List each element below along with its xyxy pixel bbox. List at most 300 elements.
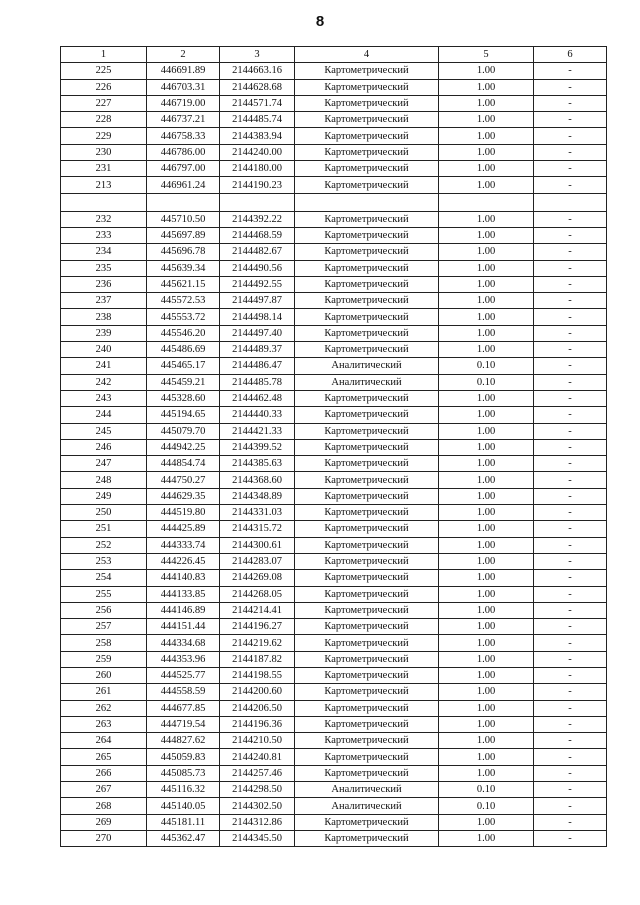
table-cell: 2144190.23 [220,177,295,193]
table-cell: 445194.65 [147,407,220,423]
table-cell: Картометрический [295,63,439,79]
table-cell: - [534,667,607,683]
table-cell: Картометрический [295,700,439,716]
table-cell: Картометрический [295,570,439,586]
table-cell: 254 [61,570,147,586]
table-cell: 239 [61,325,147,341]
table-cell: - [534,309,607,325]
table-cell: 1.00 [439,472,534,488]
table-cell: 2144468.59 [220,227,295,243]
table-row [61,439,607,455]
table-row [61,260,607,276]
table-row [61,144,607,160]
table-cell: 444629.35 [147,488,220,504]
table-cell: Аналитический [295,798,439,814]
table-cell: 2144482.67 [220,244,295,260]
table-cell: - [534,227,607,243]
table-cell: 0.10 [439,782,534,798]
table-cell: Картометрический [295,309,439,325]
table-cell: 445140.05 [147,798,220,814]
table-cell: Картометрический [295,733,439,749]
table-cell: 444525.77 [147,667,220,683]
table-cell: 1.00 [439,227,534,243]
table-cell: - [534,260,607,276]
table-cell: 252 [61,537,147,553]
table-cell: 1.00 [439,619,534,635]
table-cell: 2144298.50 [220,782,295,798]
table-cell: 246 [61,439,147,455]
table-cell: 242 [61,374,147,390]
table-cell: Картометрический [295,619,439,635]
table-cell: - [534,570,607,586]
table-cell: 1.00 [439,488,534,504]
table-cell: Картометрический [295,716,439,732]
table-cell: 1.00 [439,79,534,95]
table-cell: 445465.17 [147,358,220,374]
table-cell: 2144490.56 [220,260,295,276]
table-cell: 444942.25 [147,439,220,455]
table-row [61,586,607,602]
table-row [61,342,607,358]
table-cell: Картометрический [295,144,439,160]
table-row [61,619,607,635]
table-row [61,814,607,830]
table-cell: 265 [61,749,147,765]
table-cell: 1.00 [439,112,534,128]
table-row [61,667,607,683]
table-cell: 445546.20 [147,325,220,341]
table-cell: 444146.89 [147,602,220,618]
table-cell: - [534,798,607,814]
table-cell: 445696.78 [147,244,220,260]
table-cell: 444425.89 [147,521,220,537]
table-cell: - [534,407,607,423]
table-cell: Картометрический [295,112,439,128]
table-cell: Картометрический [295,276,439,292]
table-cell: Картометрический [295,586,439,602]
table-cell: Картометрический [295,749,439,765]
table-cell: 1.00 [439,651,534,667]
table-cell: Картометрический [295,325,439,341]
table-cell: 445486.69 [147,342,220,358]
table-cell: - [534,128,607,144]
table-row [61,570,607,586]
table-row [61,537,607,553]
table-cell: 2144399.52 [220,439,295,455]
table-cell: 1.00 [439,570,534,586]
table-cell: 1.00 [439,276,534,292]
table-cell: - [534,439,607,455]
table-cell: 234 [61,244,147,260]
table-cell: 2144497.87 [220,293,295,309]
table-cell: 2144497.40 [220,325,295,341]
table-cell: 1.00 [439,309,534,325]
column-header: 1 [61,47,147,63]
table-cell: 446691.89 [147,63,220,79]
table-cell: - [534,765,607,781]
table-cell: Картометрический [295,830,439,846]
table-cell: 2144385.63 [220,456,295,472]
table-cell: 2144663.16 [220,63,295,79]
table-cell: 228 [61,112,147,128]
table-cell: 1.00 [439,635,534,651]
table-cell: - [534,374,607,390]
table-cell: 1.00 [439,63,534,79]
table-row [61,733,607,749]
table-cell: 444353.96 [147,651,220,667]
table-cell: Картометрический [295,260,439,276]
table-cell: 445697.89 [147,227,220,243]
table-cell: 444750.27 [147,472,220,488]
table-cell: 256 [61,602,147,618]
table-cell: 0.10 [439,374,534,390]
table-cell: 2144283.07 [220,553,295,569]
empty-cell [147,193,220,211]
table-cell: 445328.60 [147,390,220,406]
table-row [61,407,607,423]
column-header: 2 [147,47,220,63]
table-cell: 446786.00 [147,144,220,160]
table-cell: - [534,586,607,602]
table-cell: 2144315.72 [220,521,295,537]
table-cell: 249 [61,488,147,504]
table-cell: 229 [61,128,147,144]
table-row [61,782,607,798]
table-cell: 444151.44 [147,619,220,635]
table-cell: 444333.74 [147,537,220,553]
table-cell: 445116.32 [147,782,220,798]
table-cell: 1.00 [439,700,534,716]
page-number: 8 [315,13,325,30]
table-cell: 2144240.81 [220,749,295,765]
table-cell: 2144219.62 [220,635,295,651]
table-cell: 227 [61,95,147,111]
table-cell: - [534,602,607,618]
table-row [61,651,607,667]
table-cell: - [534,456,607,472]
table-cell: - [534,749,607,765]
table-cell: 263 [61,716,147,732]
table-cell: 444133.85 [147,586,220,602]
table-cell: - [534,505,607,521]
table-cell: 236 [61,276,147,292]
table-cell: - [534,63,607,79]
table-cell: Картометрический [295,211,439,227]
table-row [61,749,607,765]
table-cell: Картометрический [295,635,439,651]
table-cell: - [534,423,607,439]
table-cell: 233 [61,227,147,243]
table-cell: Картометрический [295,537,439,553]
table-cell: 1.00 [439,325,534,341]
table-row [61,374,607,390]
table-cell: - [534,830,607,846]
table-cell: 262 [61,700,147,716]
table-cell: 1.00 [439,390,534,406]
table-cell: 2144302.50 [220,798,295,814]
table-row [61,716,607,732]
table-cell: 243 [61,390,147,406]
table-cell: 1.00 [439,765,534,781]
table-cell: Картометрический [295,95,439,111]
table-cell: 2144485.78 [220,374,295,390]
table-cell: - [534,619,607,635]
table-cell: 1.00 [439,144,534,160]
table-cell: - [534,733,607,749]
table-cell: 2144383.94 [220,128,295,144]
table-row [61,521,607,537]
table-cell: 258 [61,635,147,651]
table-row [61,112,607,128]
table-row [61,798,607,814]
table-cell: 1.00 [439,407,534,423]
table-header-row [61,47,607,63]
table-cell: 2144331.03 [220,505,295,521]
table-cell: Картометрический [295,342,439,358]
table-cell: Картометрический [295,765,439,781]
table-row [61,276,607,292]
table-cell: - [534,390,607,406]
table-row [61,325,607,341]
table-cell: Картометрический [295,488,439,504]
table-cell: 444519.80 [147,505,220,521]
table-cell: 1.00 [439,161,534,177]
table-cell: - [534,537,607,553]
table-cell: - [534,472,607,488]
table-row [61,553,607,569]
table-cell: 445639.34 [147,260,220,276]
table-cell: 1.00 [439,749,534,765]
table-cell: 2144198.55 [220,667,295,683]
table-cell: - [534,684,607,700]
table-cell: 1.00 [439,716,534,732]
table-cell: 1.00 [439,521,534,537]
table-row [61,700,607,716]
table-cell: 0.10 [439,798,534,814]
table-cell: 253 [61,553,147,569]
table-cell: 446961.24 [147,177,220,193]
table-cell: 445621.15 [147,276,220,292]
table-cell: - [534,782,607,798]
table-row [61,684,607,700]
table-cell: 1.00 [439,260,534,276]
table-cell: - [534,79,607,95]
table-cell: - [534,112,607,128]
table-cell: 247 [61,456,147,472]
table-cell: 2144312.86 [220,814,295,830]
table-cell: 2144348.89 [220,488,295,504]
table-cell: Картометрический [295,177,439,193]
table-row [61,830,607,846]
table-cell: 2144268.05 [220,586,295,602]
table-cell: Аналитический [295,374,439,390]
empty-cell [295,193,439,211]
table-cell: 0.10 [439,358,534,374]
table-cell: - [534,276,607,292]
table-cell: 2144180.00 [220,161,295,177]
table-row [61,505,607,521]
table-cell: 264 [61,733,147,749]
table-cell: - [534,177,607,193]
table-cell: 2144196.27 [220,619,295,635]
table-cell: - [534,521,607,537]
table-cell: 2144628.68 [220,79,295,95]
table-body [61,63,607,847]
table-cell: - [534,635,607,651]
table-cell: Картометрический [295,293,439,309]
table-cell: 1.00 [439,293,534,309]
table-cell: 1.00 [439,553,534,569]
table-cell: 445079.70 [147,423,220,439]
table-cell: 446758.33 [147,128,220,144]
table-row [61,244,607,260]
table-cell: 2144571.74 [220,95,295,111]
table-cell: 446719.00 [147,95,220,111]
table-cell: 2144440.33 [220,407,295,423]
table-cell: Картометрический [295,227,439,243]
table-cell: 240 [61,342,147,358]
table-cell: 244 [61,407,147,423]
table-row [61,488,607,504]
table-cell: 2144392.22 [220,211,295,227]
section-separator-row [61,193,607,211]
table-cell: Картометрический [295,553,439,569]
table-cell: Картометрический [295,407,439,423]
table-row [61,227,607,243]
table-cell: 261 [61,684,147,700]
table-cell: 445085.73 [147,765,220,781]
table-cell: 444854.74 [147,456,220,472]
table-cell: 444334.68 [147,635,220,651]
table-cell: - [534,244,607,260]
table-cell: 1.00 [439,211,534,227]
table-cell: 1.00 [439,342,534,358]
table-cell: 270 [61,830,147,846]
table-cell: - [534,488,607,504]
table-cell: - [534,95,607,111]
table-cell: 267 [61,782,147,798]
table-cell: 2144485.74 [220,112,295,128]
table-cell: 231 [61,161,147,177]
table-cell: 260 [61,667,147,683]
table-cell: 241 [61,358,147,374]
table-cell: 213 [61,177,147,193]
table-cell: 446797.00 [147,161,220,177]
table-cell: 445059.83 [147,749,220,765]
table-cell: 257 [61,619,147,635]
table-cell: 1.00 [439,602,534,618]
table-cell: Картометрический [295,814,439,830]
table-cell: 255 [61,586,147,602]
coordinates-table [60,46,607,847]
table-cell: 2144368.60 [220,472,295,488]
table-cell: 1.00 [439,733,534,749]
table-row [61,358,607,374]
table-cell: - [534,293,607,309]
column-header: 6 [534,47,607,63]
table-cell: 235 [61,260,147,276]
table-cell: Картометрический [295,667,439,683]
table-cell: 1.00 [439,423,534,439]
table-cell: 2144345.50 [220,830,295,846]
table-row [61,95,607,111]
table-cell: - [534,144,607,160]
table-cell: 2144214.41 [220,602,295,618]
table-cell: 2144210.50 [220,733,295,749]
table-cell: 445572.53 [147,293,220,309]
table-cell: 2144300.61 [220,537,295,553]
table-cell: 250 [61,505,147,521]
table-cell: 444226.45 [147,553,220,569]
table-cell: Картометрический [295,128,439,144]
table-cell: 444140.83 [147,570,220,586]
empty-cell [534,193,607,211]
table-cell: 444677.85 [147,700,220,716]
empty-cell [220,193,295,211]
table-cell: 2144489.37 [220,342,295,358]
table-cell: Картометрический [295,505,439,521]
table-cell: Картометрический [295,244,439,260]
table-cell: - [534,358,607,374]
table-row [61,602,607,618]
table-cell: 446703.31 [147,79,220,95]
table-cell: 251 [61,521,147,537]
table-cell: Картометрический [295,390,439,406]
table-cell: 2144187.82 [220,651,295,667]
table-cell: 445553.72 [147,309,220,325]
table-cell: 1.00 [439,814,534,830]
table-cell: - [534,716,607,732]
table-cell: - [534,651,607,667]
table-cell: - [534,325,607,341]
table-cell: 445710.50 [147,211,220,227]
table-cell: 2144421.33 [220,423,295,439]
table-cell: Картометрический [295,161,439,177]
table-cell: 1.00 [439,830,534,846]
table-cell: Аналитический [295,358,439,374]
table-cell: 232 [61,211,147,227]
table-cell: 445362.47 [147,830,220,846]
table-cell: 1.00 [439,667,534,683]
table-cell: Картометрический [295,456,439,472]
table-cell: Картометрический [295,439,439,455]
table-cell: Картометрический [295,521,439,537]
table-cell: 2144486.47 [220,358,295,374]
table-cell: 1.00 [439,586,534,602]
table-cell: 444558.59 [147,684,220,700]
table-row [61,309,607,325]
table-row [61,456,607,472]
table-cell: - [534,814,607,830]
table-cell: 266 [61,765,147,781]
table-row [61,211,607,227]
table-row [61,765,607,781]
table-cell: 1.00 [439,244,534,260]
table-cell: 445181.11 [147,814,220,830]
table-cell: 268 [61,798,147,814]
table-cell: 2144206.50 [220,700,295,716]
table-cell: 2144196.36 [220,716,295,732]
table-row [61,472,607,488]
table-cell: Картометрический [295,602,439,618]
table-row [61,423,607,439]
table-cell: 230 [61,144,147,160]
table-row [61,79,607,95]
table-cell: 2144200.60 [220,684,295,700]
table-cell: 1.00 [439,439,534,455]
table-cell: 445459.21 [147,374,220,390]
table-row [61,161,607,177]
